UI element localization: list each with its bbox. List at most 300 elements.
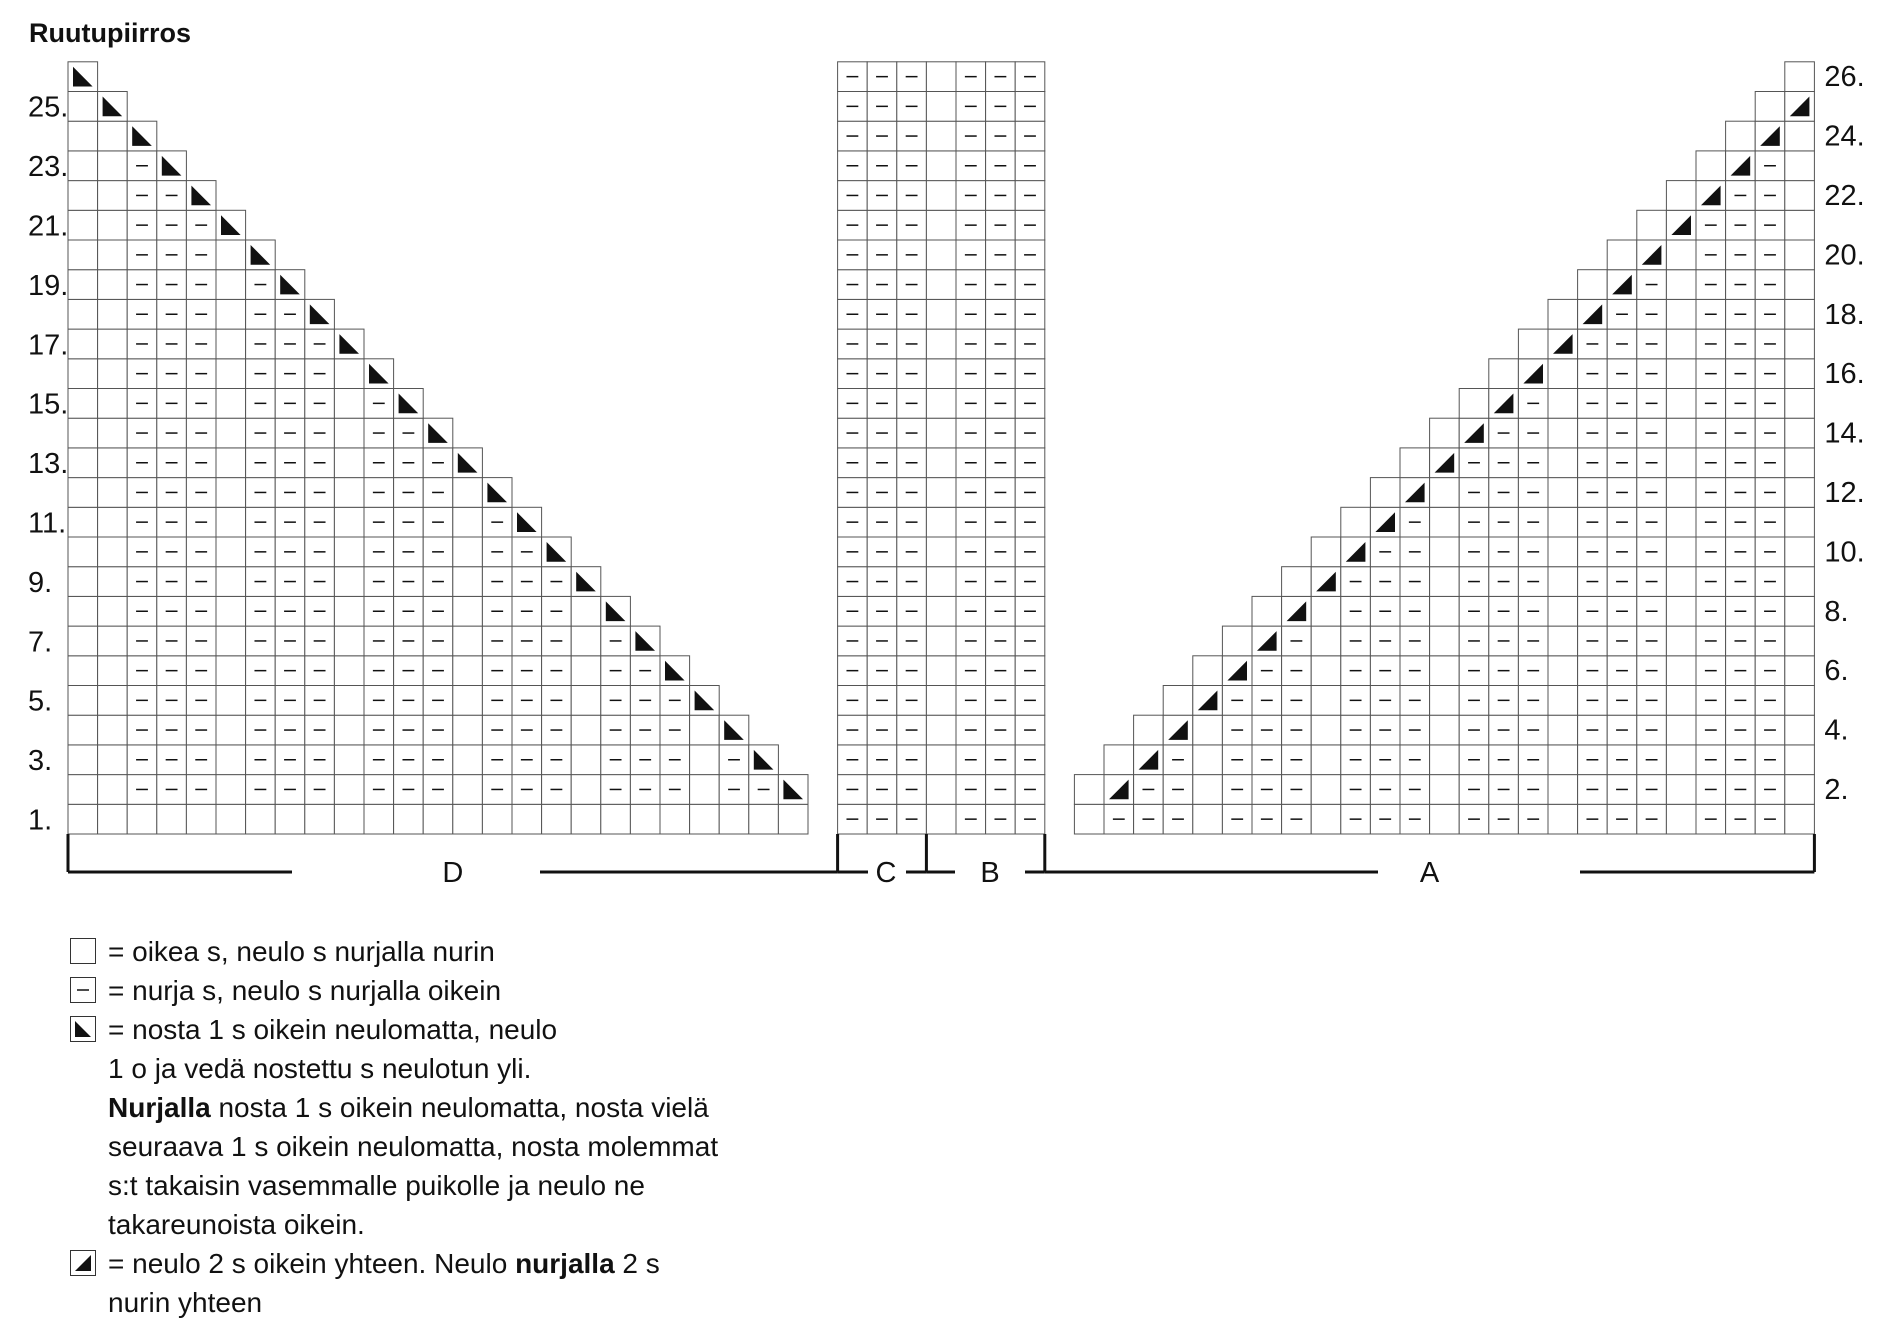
chart-cell — [1785, 804, 1815, 834]
chart-cell — [926, 92, 956, 122]
section-label-c: C — [875, 857, 897, 889]
chart-cell — [1134, 715, 1164, 745]
chart-cell — [98, 656, 128, 686]
chart-cell — [1785, 210, 1815, 240]
chart-cell — [334, 775, 364, 805]
chart-cell — [1785, 567, 1815, 597]
chart-cell — [690, 804, 720, 834]
chart-cell — [1548, 299, 1578, 329]
chart-cell — [1548, 745, 1578, 775]
chart-cell — [1785, 418, 1815, 448]
section-brackets — [68, 834, 1814, 889]
chart-cell — [453, 567, 483, 597]
knit-symbol-icon — [70, 938, 96, 964]
chart-cell — [926, 240, 956, 270]
row-label-left: 13. — [28, 448, 69, 481]
chart-cell — [127, 121, 157, 151]
chart-cell — [1430, 686, 1460, 716]
chart-cell — [778, 775, 808, 805]
chart-cell — [926, 478, 956, 508]
chart-cell — [749, 804, 779, 834]
chart-cell — [334, 478, 364, 508]
chart-cell — [68, 775, 98, 805]
chart-cell — [778, 804, 808, 834]
chart-cell — [1785, 656, 1815, 686]
chart-cell — [926, 62, 956, 92]
chart-cell — [1311, 804, 1341, 834]
legend-purl — [70, 971, 770, 1010]
chart-cell — [453, 626, 483, 656]
chart-cell — [690, 715, 720, 745]
chart-cell — [216, 686, 246, 716]
chart-cell — [1666, 389, 1696, 419]
chart-cell — [1222, 626, 1252, 656]
chart-cell — [1548, 596, 1578, 626]
chart-cell — [68, 448, 98, 478]
chart-cell — [216, 537, 246, 567]
chart-cell — [98, 745, 128, 775]
chart-cell — [571, 804, 601, 834]
chart-cell — [423, 804, 453, 834]
chart-cell — [98, 478, 128, 508]
chart-cell — [1282, 596, 1312, 626]
chart-cell — [98, 715, 128, 745]
legend-ssk-text-2: 1 o ja vedä nostettu s neulotun yli. — [108, 1053, 532, 1084]
chart-cell — [68, 92, 98, 122]
chart-cell — [1666, 804, 1696, 834]
chart-cell — [1666, 240, 1696, 270]
chart-cell — [1666, 359, 1696, 389]
chart-cell — [1341, 507, 1371, 537]
chart-cell — [394, 804, 424, 834]
chart-cell — [1548, 804, 1578, 834]
chart-cell — [98, 270, 128, 300]
chart-cell — [1548, 507, 1578, 537]
chart-cell — [1430, 507, 1460, 537]
chart-cell — [1785, 299, 1815, 329]
chart-cell — [453, 775, 483, 805]
chart-cell — [453, 596, 483, 626]
chart-cell — [1785, 448, 1815, 478]
chart-cell — [68, 686, 98, 716]
row-label-right: 20. — [1824, 239, 1865, 272]
chart-cell — [186, 804, 216, 834]
row-label-left: 15. — [28, 388, 69, 421]
chart-cell — [98, 537, 128, 567]
chart-cell — [1193, 804, 1223, 834]
chart-cell — [275, 804, 305, 834]
chart-cell — [1666, 626, 1696, 656]
chart-cell — [571, 715, 601, 745]
chart-cell — [98, 299, 128, 329]
chart-cell — [1785, 775, 1815, 805]
row-label-right: 22. — [1824, 179, 1865, 212]
chart-cell — [926, 507, 956, 537]
chart-cell — [1548, 656, 1578, 686]
chart-cell — [334, 567, 364, 597]
chart-cell — [216, 240, 246, 270]
chart-cell — [68, 329, 98, 359]
chart-cell — [98, 181, 128, 211]
chart-cell — [1193, 715, 1223, 745]
chart-cell — [98, 121, 128, 151]
chart-cell — [216, 270, 246, 300]
legend — [70, 932, 770, 1322]
chart-cell — [926, 448, 956, 478]
chart-cell — [1785, 240, 1815, 270]
chart-cell — [926, 567, 956, 597]
chart-cell — [926, 299, 956, 329]
chart-cell — [1548, 567, 1578, 597]
chart-cell — [334, 389, 364, 419]
chart-cell — [1785, 537, 1815, 567]
chart-cell — [334, 448, 364, 478]
chart-cell — [1785, 389, 1815, 419]
legend-knit-text: = oikea s, neulo s nurjalla nurin — [108, 936, 495, 967]
chart-cell — [394, 389, 424, 419]
chart-cell — [98, 329, 128, 359]
chart-cell — [1755, 121, 1785, 151]
chart-cell — [334, 804, 364, 834]
chart-cell — [1666, 448, 1696, 478]
chart-cell — [1459, 389, 1489, 419]
chart-cell — [571, 656, 601, 686]
chart-cell — [216, 804, 246, 834]
chart-cell — [453, 745, 483, 775]
chart-cell — [1311, 596, 1341, 626]
legend-ssk-text-5: s:t takaisin vasemmalle puikolle ja neulo ne — [108, 1170, 645, 1201]
chart-cell — [1666, 775, 1696, 805]
chart-cell — [1785, 745, 1815, 775]
chart-cell — [1578, 299, 1608, 329]
chart-cell — [98, 210, 128, 240]
chart-cell — [1548, 626, 1578, 656]
chart-cell — [926, 151, 956, 181]
legend-k2tog — [70, 1244, 770, 1322]
chart-cell — [68, 181, 98, 211]
chart-cell — [1104, 745, 1134, 775]
chart-cell — [1193, 656, 1223, 686]
legend-ssk-text-3: nosta 1 s oikein neulomatta, nosta vielä — [210, 1092, 709, 1123]
chart-cell — [1430, 478, 1460, 508]
row-label-left: 3. — [28, 745, 53, 778]
row-label-left: 7. — [28, 626, 53, 659]
chart-cell — [1785, 359, 1815, 389]
chart-cell — [68, 62, 98, 92]
chart-cell — [542, 804, 572, 834]
row-label-right: 4. — [1824, 714, 1849, 747]
chart-cell — [1430, 448, 1460, 478]
chart-cell — [1666, 596, 1696, 626]
legend-ssk-bold: Nurjalla — [108, 1092, 211, 1123]
row-label-left: 11. — [28, 507, 67, 540]
chart-cell — [68, 151, 98, 181]
chart-cell — [1666, 507, 1696, 537]
chart-cell — [216, 389, 246, 419]
chart-cell — [1666, 715, 1696, 745]
chart-cell — [482, 804, 512, 834]
chart-cell — [926, 389, 956, 419]
chart-cell — [1430, 715, 1460, 745]
chart-cell — [334, 626, 364, 656]
chart-cell — [1430, 656, 1460, 686]
chart-cell — [1666, 299, 1696, 329]
chart-cell — [1696, 151, 1726, 181]
chart-cell — [1548, 418, 1578, 448]
row-label-right: 14. — [1824, 417, 1865, 450]
legend-knit — [70, 932, 770, 971]
chart-cell — [719, 804, 749, 834]
chart-cell — [216, 478, 246, 508]
legend-ssk-text-6: takareunoista oikein. — [108, 1209, 365, 1240]
chart-cell — [926, 656, 956, 686]
chart-cell — [68, 537, 98, 567]
chart-cell — [1785, 62, 1815, 92]
chart-cell — [1666, 686, 1696, 716]
chart-cell — [926, 775, 956, 805]
chart-cell — [216, 507, 246, 537]
chart-cell — [68, 745, 98, 775]
chart-cell — [68, 626, 98, 656]
chart-cell — [1518, 329, 1548, 359]
chart-cell — [1666, 745, 1696, 775]
chart-cell — [453, 537, 483, 567]
chart-cell — [1548, 537, 1578, 567]
chart-cell — [1400, 448, 1430, 478]
chart-cell — [1193, 745, 1223, 775]
chart-cell — [926, 270, 956, 300]
chart-cell — [68, 359, 98, 389]
chart-cell — [98, 418, 128, 448]
legend-k2tog-text-1: = neulo 2 s oikein yhteen. Neulo — [108, 1248, 516, 1279]
row-label-right: 16. — [1824, 358, 1865, 391]
chart-cell — [334, 686, 364, 716]
chart-cell — [98, 507, 128, 537]
chart-cell — [305, 804, 335, 834]
row-label-right: 26. — [1824, 61, 1865, 94]
chart-cell — [216, 745, 246, 775]
chart-cell — [364, 804, 394, 834]
row-label-left: 23. — [28, 151, 69, 184]
chart-cell — [926, 804, 956, 834]
chart-cell — [1163, 686, 1193, 716]
chart-cell — [453, 715, 483, 745]
chart-cell — [453, 478, 483, 508]
purl-symbol-icon — [70, 977, 96, 1003]
chart-cell — [1311, 656, 1341, 686]
k2tog-symbol-icon — [70, 1250, 96, 1276]
chart-cell — [1430, 626, 1460, 656]
chart-cell — [1430, 537, 1460, 567]
chart-cell — [68, 656, 98, 686]
chart-cell — [334, 596, 364, 626]
chart-cell — [216, 448, 246, 478]
chart-cell — [1311, 715, 1341, 745]
chart-cell — [1666, 567, 1696, 597]
chart-cell — [926, 181, 956, 211]
chart-cell — [334, 656, 364, 686]
section-label-b: B — [980, 857, 1000, 889]
row-label-right: 6. — [1824, 655, 1849, 688]
chart-cell — [1785, 686, 1815, 716]
chart-cell — [68, 567, 98, 597]
chart-cell — [1755, 92, 1785, 122]
chart-cell — [98, 240, 128, 270]
chart-cell — [1370, 507, 1400, 537]
chart-cell — [216, 329, 246, 359]
legend-purl-text: = nurja s, neulo s nurjalla oikein — [108, 975, 502, 1006]
chart-cell — [1548, 715, 1578, 745]
chart-cell — [1666, 478, 1696, 508]
row-label-left: 1. — [28, 804, 53, 837]
chart-cell — [157, 151, 187, 181]
chart-title: Ruutupiirros — [29, 18, 191, 48]
chart-cell — [1548, 686, 1578, 716]
ssk-symbol-icon — [70, 1016, 96, 1042]
chart-cell — [660, 804, 690, 834]
chart-cell — [926, 121, 956, 151]
chart-cell — [453, 507, 483, 537]
chart-cell — [1666, 210, 1696, 240]
chart-cell — [690, 775, 720, 805]
chart-cell — [68, 270, 98, 300]
chart-cell — [690, 745, 720, 775]
chart-cell — [453, 656, 483, 686]
chart-cell — [1548, 775, 1578, 805]
row-label-right: 2. — [1824, 773, 1849, 806]
chart-cell — [157, 804, 187, 834]
chart-cell — [68, 596, 98, 626]
chart-cell — [1518, 359, 1548, 389]
chart-cell — [1282, 567, 1312, 597]
chart-cell — [571, 626, 601, 656]
chart-cell — [1666, 537, 1696, 567]
chart-cell — [216, 596, 246, 626]
chart-cell — [1193, 775, 1223, 805]
chart-cell — [1430, 418, 1460, 448]
chart-cell — [1666, 329, 1696, 359]
chart-cell — [68, 478, 98, 508]
chart-cell — [926, 626, 956, 656]
chart-cell — [216, 418, 246, 448]
chart-cell — [926, 537, 956, 567]
chart-cell — [926, 210, 956, 240]
chart-cell — [453, 686, 483, 716]
legend-ssk — [70, 1010, 770, 1244]
chart-cell — [1785, 121, 1815, 151]
chart-cell — [98, 151, 128, 181]
chart-cell — [216, 299, 246, 329]
row-label-right: 8. — [1824, 595, 1849, 628]
chart-cell — [98, 448, 128, 478]
chart-cell — [1666, 418, 1696, 448]
chart-cell — [216, 656, 246, 686]
chart-cell — [1666, 270, 1696, 300]
row-label-right: 24. — [1824, 120, 1865, 153]
chart-cell — [1785, 151, 1815, 181]
chart-cell — [1726, 151, 1756, 181]
row-label-left: 17. — [28, 329, 69, 362]
chart-cell — [334, 359, 364, 389]
chart-cell — [926, 745, 956, 775]
row-label-right: 18. — [1824, 298, 1865, 331]
chart-cell — [1548, 359, 1578, 389]
chart-cell — [1430, 567, 1460, 597]
chart-cell — [926, 359, 956, 389]
legend-k2tog-text-2: 2 s — [614, 1248, 660, 1279]
chart-cell — [1666, 181, 1696, 211]
legend-k2tog-text-3: nurin yhteen — [108, 1287, 263, 1318]
chart-cell — [1311, 686, 1341, 716]
legend-ssk-text-4: seuraava 1 s oikein neulomatta, nosta molemmat — [108, 1131, 719, 1162]
chart-cell — [1430, 804, 1460, 834]
chart-cell — [1311, 745, 1341, 775]
row-label-right: 10. — [1824, 536, 1865, 569]
chart-cell — [1430, 596, 1460, 626]
chart-cell — [1548, 448, 1578, 478]
chart-cell — [1311, 775, 1341, 805]
chart-cell — [1578, 270, 1608, 300]
chart-grid — [68, 62, 1814, 834]
chart-cell — [334, 418, 364, 448]
chart-cell — [1607, 240, 1637, 270]
chart-cell — [926, 418, 956, 448]
section-label-d: D — [442, 857, 464, 889]
chart-cell — [1785, 181, 1815, 211]
chart-cell — [246, 240, 276, 270]
chart-cell — [68, 240, 98, 270]
chart-cell — [1489, 359, 1519, 389]
chart-cell — [98, 389, 128, 419]
chart-cell — [98, 567, 128, 597]
chart-cell — [1726, 121, 1756, 151]
chart-cell — [216, 359, 246, 389]
chart-cell — [1074, 775, 1104, 805]
chart-cell — [68, 121, 98, 151]
chart-cell — [512, 804, 542, 834]
chart-cell — [1785, 596, 1815, 626]
chart-cell — [98, 359, 128, 389]
chart-cell — [926, 686, 956, 716]
chart-cell — [571, 745, 601, 775]
section-label-a: A — [1419, 857, 1440, 889]
chart-cell — [216, 626, 246, 656]
chart-cell — [1785, 715, 1815, 745]
chart-cell — [1134, 745, 1164, 775]
chart-cell — [1548, 389, 1578, 419]
row-label-left: 9. — [28, 566, 53, 599]
chart-cell — [334, 507, 364, 537]
chart-cell — [630, 626, 660, 656]
row-label-left: 21. — [28, 210, 69, 243]
chart-cell — [98, 596, 128, 626]
row-label-left: 19. — [28, 269, 69, 302]
chart-cell — [216, 210, 246, 240]
chart-cell — [98, 775, 128, 805]
chart-cell — [216, 775, 246, 805]
chart-cell — [68, 418, 98, 448]
chart-cell — [1311, 626, 1341, 656]
chart-cell — [1311, 537, 1341, 567]
chart-cell — [1666, 656, 1696, 686]
chart-cell — [68, 715, 98, 745]
legend-k2tog-bold: nurjalla — [515, 1248, 615, 1279]
row-label-left: 5. — [28, 685, 53, 718]
chart-cell — [98, 626, 128, 656]
chart-cell — [216, 567, 246, 597]
chart-cell — [68, 299, 98, 329]
chart-cell — [68, 210, 98, 240]
